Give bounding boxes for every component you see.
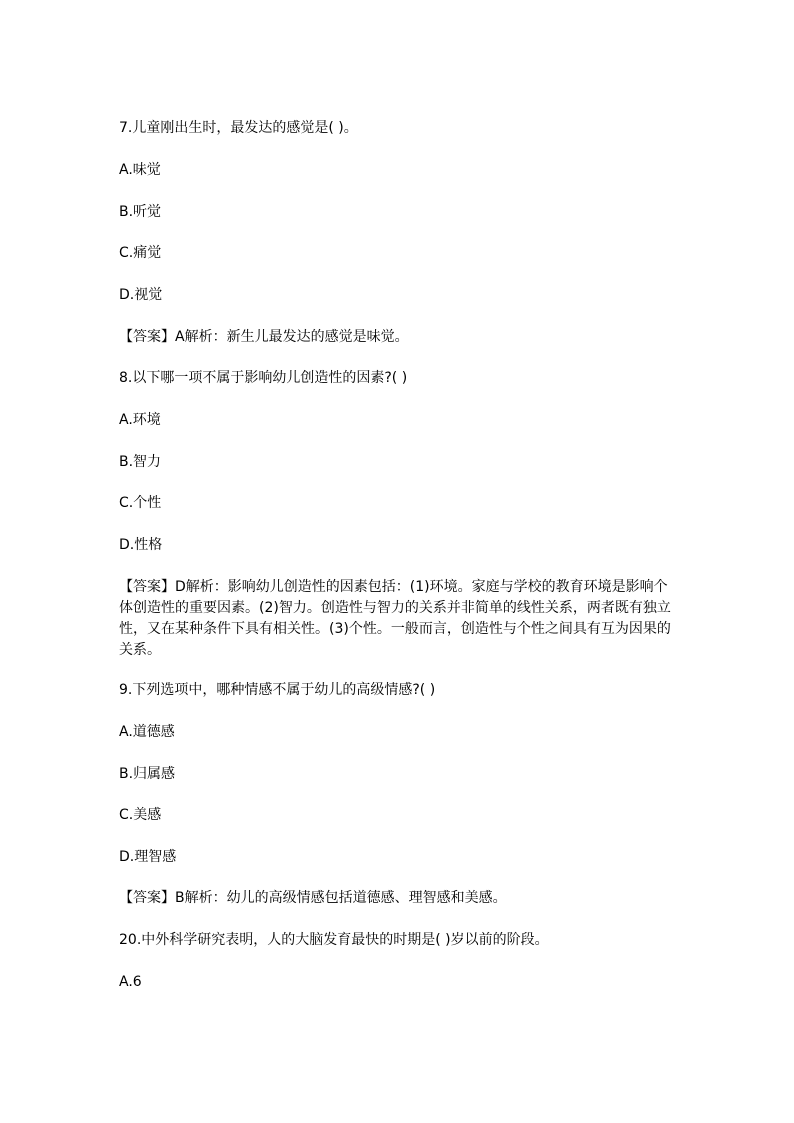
option: D.性格 xyxy=(119,537,163,553)
option: C.个性 xyxy=(119,495,162,511)
option: A.道德感 xyxy=(119,724,175,740)
answer-explanation: 【答案】D解析：影响幼儿创造性的因素包括：(1)环境。家庭与学校的教育环境是影响个体创造性的重要因素。(2)智力。创造性与智力的关系并非简单的线性关系，两者既有独立性，又在某种条件下具有相关性。(3)个性。一般而言，创造性与个性之间具有互为因果的关系。 xyxy=(119,579,671,658)
option: A.6 xyxy=(119,974,142,990)
option: C.美感 xyxy=(119,807,162,823)
answer-explanation: 【答案】B解析：幼儿的高级情感包括道德感、理智感和美感。 xyxy=(119,890,507,906)
question-stem: 20.中外科学研究表明，人的大脑发育最快的时期是( )岁以前的阶段。 xyxy=(119,932,549,948)
question-stem: 7.儿童刚出生时，最发达的感觉是( )。 xyxy=(119,120,358,136)
option: B.智力 xyxy=(119,454,162,470)
question-stem: 9.下列选项中，哪种情感不属于幼儿的高级情感?( ) xyxy=(119,682,436,698)
option: D.理智感 xyxy=(119,849,177,865)
question-stem: 8.以下哪一项不属于影响幼儿创造性的因素?( ) xyxy=(119,370,408,386)
option: B.归属感 xyxy=(119,766,176,782)
answer-explanation: 【答案】A解析：新生儿最发达的感觉是味觉。 xyxy=(119,329,409,345)
option: A.味觉 xyxy=(119,162,161,178)
option: A.环境 xyxy=(119,412,161,428)
option: D.视觉 xyxy=(119,287,163,303)
option: B.听觉 xyxy=(119,204,162,220)
option: C.痛觉 xyxy=(119,245,162,261)
